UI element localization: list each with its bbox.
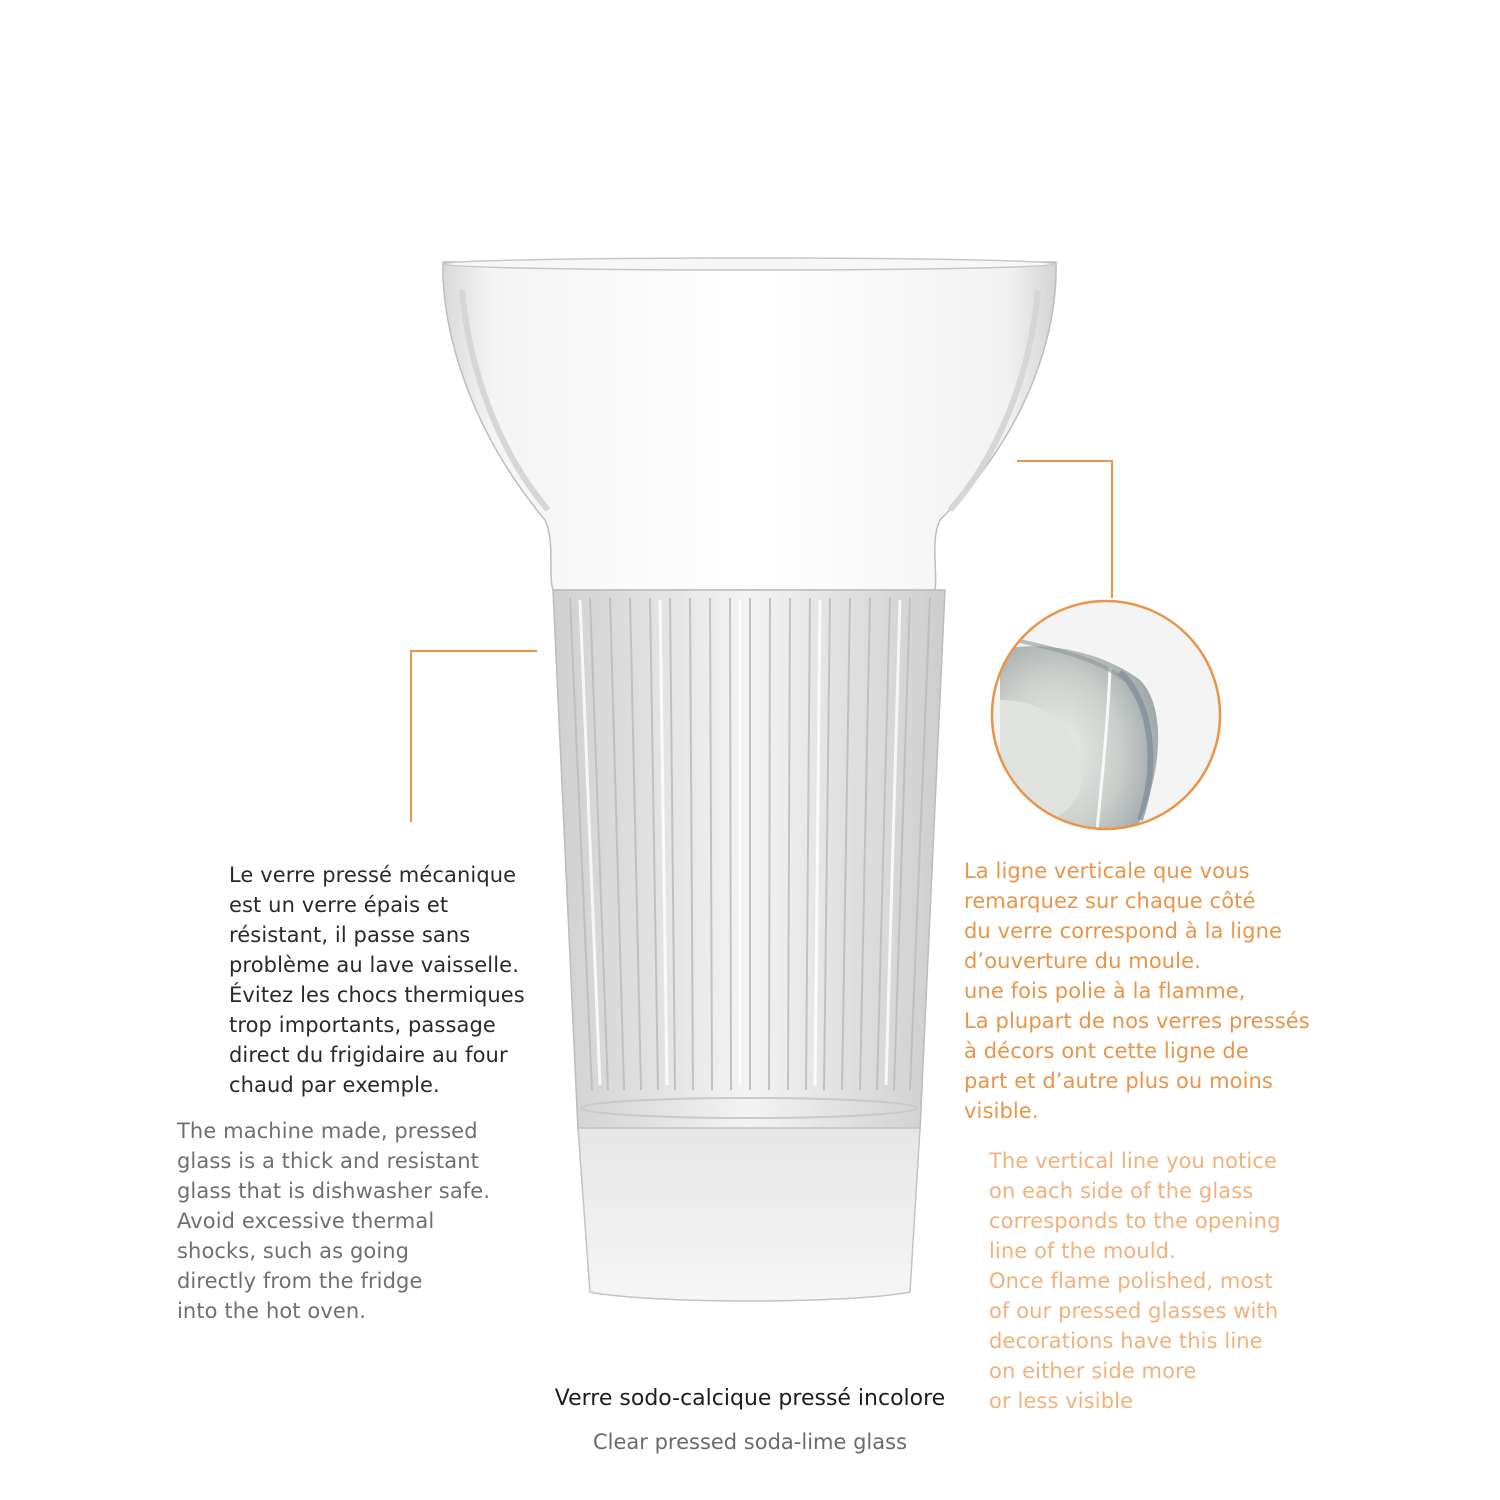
- right-french-description: La ligne verticale que vous remarquez sur chaque côté du verre correspond à la ligne d’ouverture du moule. une fois polie à la flamme, La plupart de nos verres pressés à décors ont cette ligne de part et d’autre plus ou moins visible.: [964, 859, 1310, 1123]
- left-french-description: Le verre pressé mécanique est un verre épais et résistant, il passe sans problème au lave vaisselle. Évitez les chocs thermiques trop importants, passage direct du frigidaire au four chaud par exemple.: [229, 863, 525, 1097]
- left-english-description: The machine made, pressed glass is a thick and resistant glass that is dishwasher safe. Avoid excessive thermal shocks, such as going directly from the fridge into the hot oven.: [177, 1119, 491, 1323]
- glass-base: [578, 1128, 920, 1301]
- right-callout-line: [1017, 461, 1112, 598]
- caption-french: Verre sodo-calcique pressé incolore: [554, 1386, 946, 1411]
- glass-fluted-body: [553, 590, 945, 1130]
- right-english-description: The vertical line you notice on each side of the glass corresponds to the opening line of the mould. Once flame polished, most of our pressed glasses with decorations have this line on either side more or less visible: [989, 1149, 1281, 1413]
- glass-bowl: [443, 258, 1056, 590]
- zoom-detail-circle: [990, 600, 1230, 840]
- left-callout-line: [411, 651, 537, 822]
- caption-english: Clear pressed soda-lime glass: [592, 1430, 908, 1454]
